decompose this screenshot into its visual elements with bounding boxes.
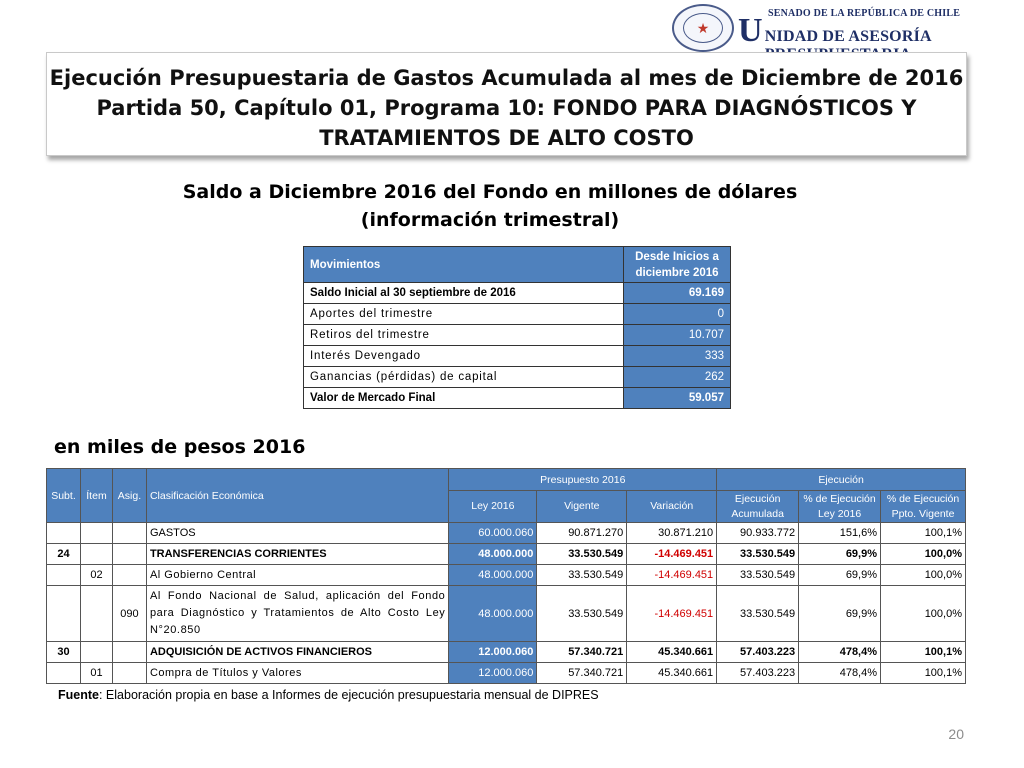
star-icon: ★ (683, 13, 723, 43)
table-row: GASTOS 60.000.060 90.871.270 30.871.210 90.933.772 151,6% 100,1% (47, 523, 966, 544)
table-row: 02 Al Gobierno Central 48.000.000 33.530.549 -14.469.451 33.530.549 69,9% 100,0% (47, 565, 966, 586)
table-row: Valor de Mercado Final 59.057 (304, 388, 731, 409)
miles-heading: en miles de pesos 2016 (54, 436, 306, 458)
header-subt: Subt. (47, 469, 81, 523)
table-row: Interés Devengado 333 (304, 346, 731, 367)
header-presupuesto: Presupuesto 2016 (449, 469, 717, 491)
table-row: Saldo Inicial al 30 septiembre de 2016 69.169 (304, 283, 731, 304)
header-asig: Asig. (112, 469, 146, 523)
table-row: 090 Al Fondo Nacional de Salud, aplicación del Fondo para Diagnóstico y Tratamientos de Alto Costo Ley N°20.850 48.000.000 33.530.549 -14.469.451 33.530.549 69,9% 100,0% (47, 586, 966, 642)
table-row: 01 Compra de Títulos y Valores 12.000.060 57.340.721 45.340.661 57.403.223 478,4% 100,1% (47, 663, 966, 684)
title-line-3: TRATAMIENTOS DE ALTO COSTO (319, 126, 694, 150)
table-row: Retiros del trimestre 10.707 (304, 325, 731, 346)
title-box (46, 52, 967, 156)
saldo-header-desde: Desde Inicios a diciembre 2016 (624, 247, 731, 283)
header-pct-vigente: % de Ejecución Ppto. Vigente (881, 491, 966, 523)
title-line-2: Partida 50, Capítulo 01, Programa 10: FONDO PARA DIAGNÓSTICOS Y (96, 96, 917, 120)
senado-line: SENADO DE LA REPÚBLICA DE CHILE (768, 8, 961, 19)
saldo-table (303, 246, 731, 409)
header-variacion: Variación (627, 491, 717, 523)
header-ley: Ley 2016 (449, 491, 537, 523)
header-clasif: Clasificación Económica (146, 469, 448, 523)
table-row: 24 TRANSFERENCIAS CORRIENTES 48.000.000 33.530.549 -14.469.451 33.530.549 69,9% 100,0% (47, 544, 966, 565)
header-vigente: Vigente (537, 491, 627, 523)
header-ejec-acum: Ejecución Acumulada (717, 491, 799, 523)
unit-name: U NIDAD DE ASESORÍA (738, 12, 931, 49)
source-note: Fuente: Elaboración propia en base a Informes de ejecución presupuestaria mensual de DIPRES (58, 688, 599, 702)
table-row: Ganancias (pérdidas) de capital 262 (304, 367, 731, 388)
senado-seal-logo (672, 4, 734, 52)
header-item: Ítem (80, 469, 112, 523)
saldo-subtitle: Saldo a Diciembre 2016 del Fondo en millones de dólares (información trimestral) (182, 181, 798, 231)
ejecucion-table (46, 468, 966, 684)
table-row: 30 ADQUISICIÓN DE ACTIVOS FINANCIEROS 12.000.060 57.340.721 45.340.661 57.403.223 478,4% 100,1% (47, 642, 966, 663)
page-number: 20 (948, 726, 964, 742)
saldo-header-movimientos: Movimientos (304, 247, 624, 283)
header-pct-ley: % de Ejecución Ley 2016 (799, 491, 881, 523)
title-line-1: Ejecución Presupuestaria de Gastos Acumulada al mes de Diciembre de 2016 (49, 66, 964, 90)
header-ejecucion: Ejecución (717, 469, 966, 491)
table-row: Aportes del trimestre 0 (304, 304, 731, 325)
